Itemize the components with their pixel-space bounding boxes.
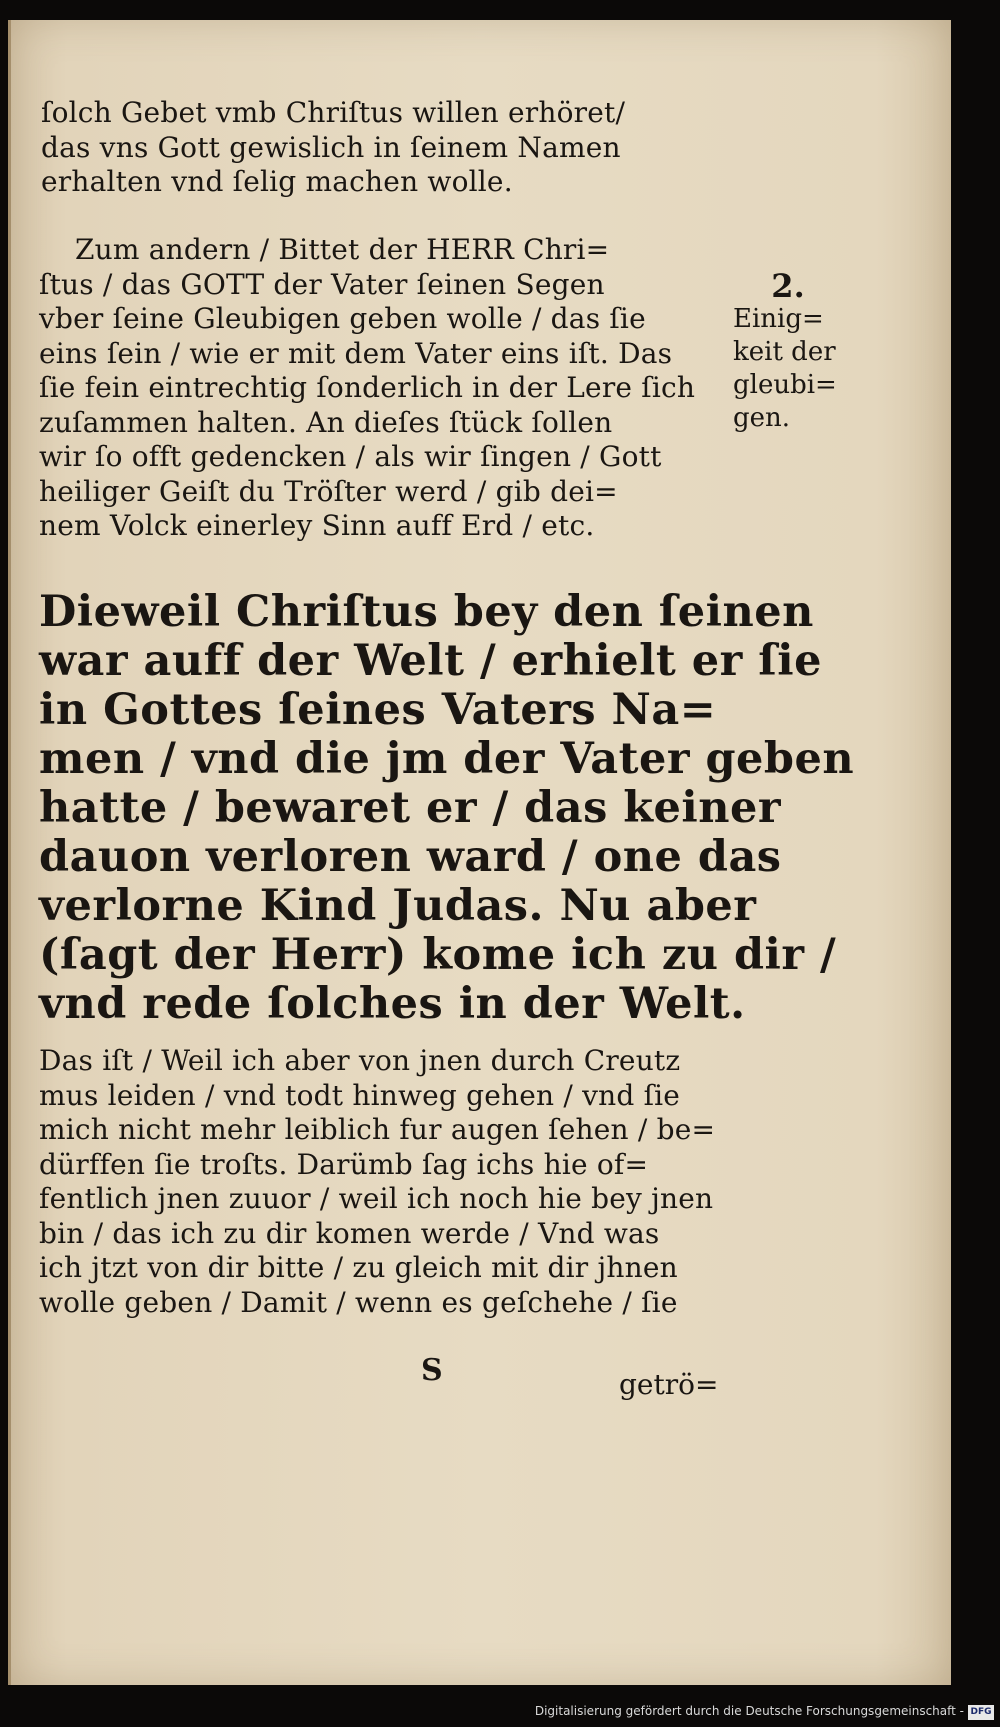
- text-line: dauon verloren ward / one das: [39, 832, 782, 882]
- text-line: ſie fein eintrechtig ſonderlich in der Lere ſich: [39, 371, 696, 404]
- text-line: mich nicht mehr leiblich fur augen ſehen / be=: [39, 1113, 716, 1146]
- marginal-note-line: gen.: [733, 403, 791, 433]
- book-page: [8, 20, 951, 1685]
- text-line: ich jtzt von dir bitte / zu gleich mit dir jhnen: [39, 1251, 678, 1284]
- text-line: vber ſeine Gleubigen geben wolle / das ſie: [39, 302, 646, 335]
- text-line: wolle geben / Damit / wenn es geſchehe / ſie: [39, 1285, 678, 1319]
- text-line: men / vnd die jm der Vater geben: [39, 734, 855, 784]
- text-line: heiliger Geiſt du Tröſter werd / gib dei=: [39, 474, 618, 508]
- marginal-note-line: Einig=: [733, 304, 824, 334]
- text-line: dürffen ſie troſts. Darümb ſag ichs hie of=: [39, 1147, 649, 1181]
- text-line: vnd rede ſolches in der Welt.: [39, 979, 746, 1029]
- marginal-note-line: gleubi=: [733, 370, 837, 400]
- text-line: fentlich jnen zuuor / weil ich noch hie bey jnen: [39, 1182, 714, 1215]
- text-line: wir ſo offt gedencken / als wir ſingen / Gott: [39, 440, 662, 473]
- text-line: ſtus / das GOTT der Vater ſeinen Segen: [39, 267, 605, 301]
- text-line: bin / das ich zu dir komen werde / Vnd was: [39, 1216, 660, 1250]
- marginal-note-number: 2.: [771, 267, 805, 305]
- paragraph-das-ist: [39, 1044, 729, 1320]
- text-line: Dieweil Chriſtus bey den ſeinen: [39, 587, 814, 637]
- dfg-logo: DFG: [968, 1705, 994, 1720]
- scripture-quote-large: [39, 587, 855, 1029]
- text-line: ſolch Gebet vmb Chriſtus willen erhöret/: [41, 96, 626, 129]
- signature-mark: S: [421, 1353, 443, 1388]
- text-line: war auff der Welt / erhielt er ſie: [39, 636, 822, 686]
- text-line: eins ſein / wie er mit dem Vater eins iſt. Das: [39, 336, 673, 370]
- text-line: zuſammen halten. An dieſes ſtück ſollen: [39, 405, 613, 439]
- text-line: Das iſt / Weil ich aber von jnen durch Creutz: [39, 1044, 681, 1077]
- text-line: verlorne Kind Judas. Nu aber: [39, 881, 757, 931]
- text-line: in Gottes ſeines Vaters Na=: [39, 685, 717, 735]
- marginal-note: [733, 267, 863, 435]
- text-line: das vns Gott gewislich in ſeinem Namen: [41, 130, 621, 164]
- paragraph-zum-andern: [39, 233, 729, 544]
- catchword: getrö=: [619, 1368, 719, 1401]
- paragraph-continuation: [41, 96, 731, 200]
- text-line: mus leiden / vnd todt hinweg gehen / vnd ſie: [39, 1078, 681, 1112]
- text-line: Zum andern / Bittet der HERR Chri=: [75, 233, 610, 266]
- funding-notice: Digitalisierung gefördert durch die Deutsche Forschungsgemeinschaft -: [534, 1704, 964, 1718]
- marginal-note-line: keit der: [733, 337, 836, 367]
- footer-bar: [0, 1687, 1000, 1727]
- text-line: erhalten vnd ſelig machen wolle.: [41, 165, 513, 198]
- text-line: (ſagt der Herr) kome ich zu dir /: [39, 930, 837, 980]
- text-line: nem Volck einerley Sinn auff Erd / etc.: [39, 509, 595, 542]
- text-line: hatte / bewaret er / das keiner: [39, 783, 782, 833]
